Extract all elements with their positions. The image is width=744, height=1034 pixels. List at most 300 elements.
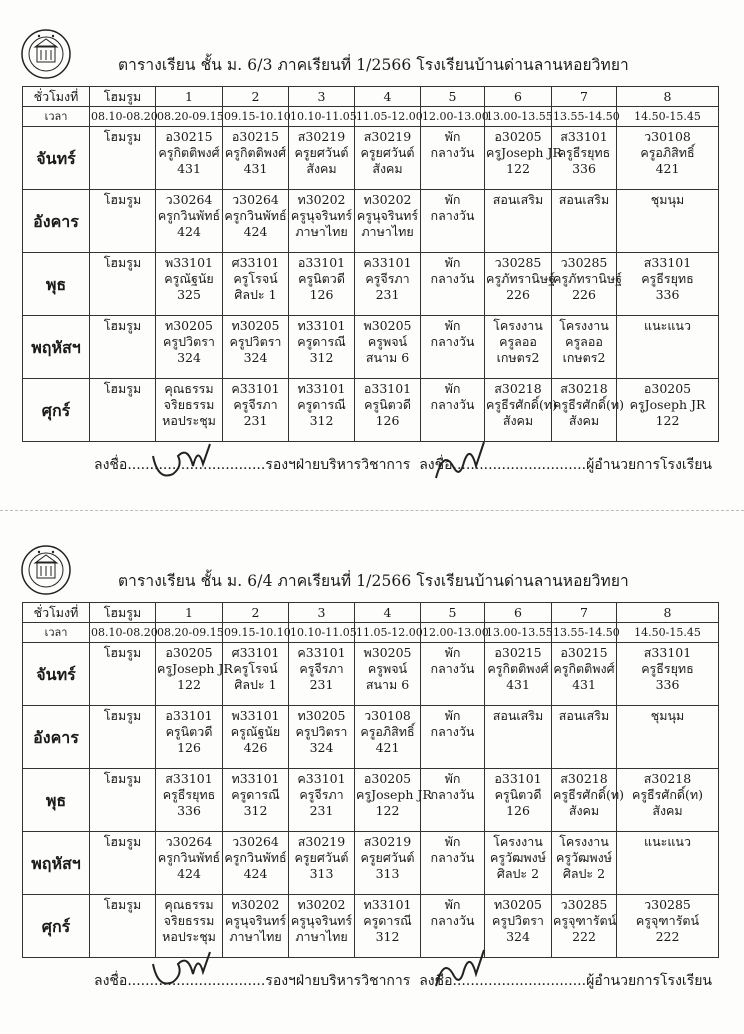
cell-line: ครูยศวันต์ — [294, 145, 349, 160]
period-cell — [485, 643, 552, 706]
cell-line: ส30219 — [363, 129, 412, 144]
period-cell — [223, 316, 289, 379]
cell-line: อ30205 — [643, 381, 692, 396]
cell-line: สนาม 6 — [365, 350, 410, 365]
period-cell — [617, 316, 719, 379]
period-cell — [156, 253, 223, 316]
period-cell — [90, 706, 156, 769]
cell-line: ครูธีรยุทธ — [641, 661, 694, 676]
cell-line: ว30108 — [644, 129, 691, 144]
header-cell: 1 — [156, 87, 223, 107]
cell-line: อ33101 — [494, 771, 542, 786]
cell-line: ครูปวิตรา — [492, 913, 544, 928]
cell-line: 325 — [177, 287, 201, 302]
time-row — [23, 623, 719, 643]
period-cell — [355, 190, 421, 253]
cell-line: สังคม — [568, 803, 600, 818]
period-cell — [355, 127, 421, 190]
cell-line: 336 — [655, 287, 680, 302]
cell-line: อ30215 — [231, 129, 280, 144]
cell-line: โฮมรูม — [103, 318, 142, 333]
cell-line: 426 — [243, 740, 268, 755]
cell-line: โฮมรูม — [103, 708, 142, 723]
time-cell: 10.10-11.05 — [289, 107, 355, 127]
cell-line: ค33101 — [297, 645, 346, 660]
cell-line: ว30285 — [560, 897, 608, 912]
cell-line: ศิลปะ 2 — [562, 866, 606, 881]
time-cell: 09.15-10.10 — [223, 107, 289, 127]
period-cell — [90, 832, 156, 895]
cell-line: อ30215 — [494, 645, 542, 660]
cell-line: กลางวัน — [430, 271, 475, 286]
cell-line: ส30219 — [363, 834, 412, 849]
cell-line: ครูภัทรานิษฐ์ — [486, 271, 555, 286]
period-cell — [485, 316, 552, 379]
time-cell: 12.00-13.00 — [421, 623, 485, 643]
cell-line: ครูนุจรินทร์ — [290, 913, 353, 928]
cell-line: ส30219 — [297, 129, 346, 144]
cell-line: ครูภัทรานิษฐ์ — [553, 271, 622, 286]
cell-line: ครูJoseph JR — [486, 145, 562, 160]
period-cell — [223, 769, 289, 832]
cell-line: 231 — [375, 287, 400, 302]
cell-line: 336 — [572, 161, 596, 176]
cell-line: ครูณัฐนัย — [164, 271, 214, 286]
cell-line: เกษตร2 — [496, 350, 540, 365]
header-cell: 3 — [289, 603, 355, 623]
period-cell — [156, 379, 223, 442]
cell-line: ครูกวินพัทธ์ — [224, 208, 287, 223]
period-cell — [289, 706, 355, 769]
cell-line: ครูธีรศักดิ์(ท) — [631, 787, 704, 802]
schedule-title: ตารางเรียน ชั้น ม. 6/3 ภาคเรียนที่ 1/2566 โรงเรียนบ้านด่านลานหอยวิทยา — [118, 56, 629, 74]
period-cell — [289, 379, 355, 442]
time-cell: 14.50-15.45 — [617, 107, 719, 127]
day-row — [23, 190, 719, 253]
time-cell: 10.10-11.05 — [289, 623, 355, 643]
cell-line: ว30108 — [364, 708, 411, 723]
cell-line: 126 — [177, 740, 201, 755]
time-cell: 13.00-13.55 — [485, 107, 552, 127]
period-cell — [617, 706, 719, 769]
period-cell — [90, 316, 156, 379]
cell-line: สนาม 6 — [365, 677, 410, 692]
header-cell: โฮมรูม — [90, 603, 156, 623]
cell-line: 336 — [177, 803, 201, 818]
cell-line: อ33101 — [297, 255, 346, 270]
cell-line: 324 — [309, 740, 334, 755]
cell-line: ครูนิตวดี — [364, 397, 411, 412]
day-row — [23, 643, 719, 706]
time-cell: 08.10-08.20 — [90, 623, 156, 643]
period-cell — [485, 895, 552, 958]
signature-line: ลงชื่อ...............................รองฯฝ่ายบริหารวิชาการ ลงชื่อ..............................ผู้อำนวยการโรงเรียน — [94, 457, 712, 473]
cell-line: 431 — [506, 677, 530, 692]
header-row — [23, 603, 719, 623]
cell-line: อ30205 — [494, 129, 542, 144]
cell-line: ครูธีรศักดิ์(ท) — [486, 397, 558, 412]
cell-line: กลางวัน — [430, 850, 475, 865]
cell-line: พัก — [444, 255, 461, 270]
period-cell — [355, 316, 421, 379]
day-row — [23, 379, 719, 442]
period-cell — [485, 127, 562, 190]
cell-line: โฮมรูม — [103, 381, 142, 396]
day-label: จันทร์ — [23, 127, 90, 190]
period-cell — [421, 643, 485, 706]
cell-line: ครูปวิตรา — [163, 334, 215, 349]
cell-line: ครูโรจน์ — [233, 271, 278, 286]
cell-line: 313 — [375, 866, 400, 881]
period-cell — [552, 769, 625, 832]
period-cell — [485, 190, 552, 253]
period-cell — [552, 190, 617, 253]
header-row — [23, 87, 719, 107]
period-cell — [90, 379, 156, 442]
cell-line: ครูยศวันต์ — [360, 850, 415, 865]
cell-line: ศิลปะ 1 — [234, 677, 277, 692]
period-cell — [617, 832, 719, 895]
page-divider — [0, 510, 744, 511]
cell-line: ภาษาไทย — [229, 929, 282, 944]
cell-line: พัก — [444, 708, 461, 723]
period-cell — [485, 379, 558, 442]
time-cell: 12.00-13.00 — [421, 107, 485, 127]
cell-line: 313 — [309, 866, 334, 881]
cell-line: ท30205 — [297, 708, 346, 723]
cell-line: ท30202 — [297, 192, 346, 207]
cell-line: ครูดารณี — [297, 334, 346, 349]
cell-line: อ33101 — [165, 708, 213, 723]
day-label: จันทร์ — [23, 643, 90, 706]
cell-line: สอนเสริม — [492, 192, 544, 207]
cell-line: สังคม — [652, 803, 683, 818]
period-cell — [156, 316, 223, 379]
time-cell: 08.20-09.15 — [156, 107, 223, 127]
cell-line: สังคม — [502, 413, 534, 428]
cell-line: ภาษาไทย — [295, 224, 348, 239]
cell-line: ส33101 — [560, 129, 608, 144]
header-cell: ชั่วโมงที่ — [23, 87, 90, 107]
header-cell: 2 — [223, 603, 289, 623]
day-row — [23, 253, 719, 316]
period-cell — [156, 643, 233, 706]
cell-line: โฮมรูม — [103, 192, 142, 207]
cell-line: ท33101 — [297, 318, 346, 333]
cell-line: ว30264 — [165, 192, 213, 207]
cell-line: โครงงาน — [493, 318, 543, 333]
schedule-sheet-1 — [0, 18, 744, 518]
cell-line: ครูปวิตรา — [229, 334, 282, 349]
period-cell — [223, 895, 289, 958]
cell-line: 226 — [572, 287, 596, 302]
cell-line: หอประชุม — [162, 929, 216, 944]
cell-line: ครูจีรภา — [233, 397, 278, 412]
header-cell: 7 — [552, 603, 617, 623]
cell-line: โครงงาน — [559, 834, 609, 849]
cell-line: สังคม — [306, 161, 337, 176]
time-cell: เวลา — [23, 107, 90, 127]
cell-line: ว30285 — [494, 255, 542, 270]
cell-line: ครูณัฐนัย — [230, 724, 281, 739]
time-cell: 08.10-08.20 — [90, 107, 156, 127]
time-cell: เวลา — [23, 623, 90, 643]
cell-line: 231 — [243, 413, 268, 428]
day-label: อังคาร — [23, 706, 90, 769]
timetable — [22, 602, 719, 958]
day-label: ศุกร์ — [23, 379, 90, 442]
cell-line: 312 — [309, 413, 334, 428]
header-cell: 4 — [355, 603, 421, 623]
cell-line: ส30218 — [560, 771, 608, 786]
period-cell — [552, 643, 617, 706]
cell-line: ครูนิตวดี — [494, 787, 542, 802]
cell-line: กลางวัน — [430, 397, 475, 412]
period-cell — [552, 895, 617, 958]
period-cell — [617, 379, 719, 442]
cell-line: ครูนุจรินทร์ — [290, 208, 353, 223]
cell-line: โฮมรูม — [103, 255, 142, 270]
header-cell: 6 — [485, 87, 552, 107]
cell-line: ครูธีรศักดิ์(ท) — [553, 787, 625, 802]
period-cell — [223, 832, 289, 895]
cell-line: 226 — [506, 287, 530, 302]
cell-line: 312 — [243, 803, 268, 818]
cell-line: 431 — [243, 161, 268, 176]
cell-line: ครูอภิสิทธิ์ — [360, 724, 415, 739]
cell-line: 312 — [309, 350, 334, 365]
period-cell — [355, 253, 421, 316]
period-cell — [289, 127, 355, 190]
cell-line: ครูยศวันต์ — [294, 850, 349, 865]
cell-line: ส33101 — [165, 771, 213, 786]
cell-line: ครูธีรศักดิ์(ท) — [553, 397, 625, 412]
cell-line: อ33101 — [363, 381, 412, 396]
cell-line: ครูJoseph JR — [157, 661, 233, 676]
day-row — [23, 316, 719, 379]
period-cell — [552, 127, 617, 190]
time-cell: 13.00-13.55 — [485, 623, 552, 643]
cell-line: แนะแนว — [644, 318, 691, 333]
cell-line: ครูกิตติพงศ์ — [487, 661, 549, 676]
period-cell — [90, 253, 156, 316]
header-cell: 7 — [552, 87, 617, 107]
cell-line: ครูกวินพัทธ์ — [157, 208, 221, 223]
day-label: พุธ — [23, 253, 90, 316]
period-cell — [156, 127, 223, 190]
cell-line: กลางวัน — [430, 661, 475, 676]
cell-line: พัก — [444, 192, 461, 207]
period-cell — [289, 190, 355, 253]
cell-line: พัก — [444, 897, 461, 912]
period-cell — [552, 706, 617, 769]
header-cell: โฮมรูม — [90, 87, 156, 107]
cell-line: หอประชุม — [162, 413, 216, 428]
cell-line: ศิลปะ 2 — [496, 866, 540, 881]
schedule-title: ตารางเรียน ชั้น ม. 6/4 ภาคเรียนที่ 1/2566 โรงเรียนบ้านด่านลานหอยวิทยา — [118, 572, 629, 590]
period-cell — [156, 832, 223, 895]
header-cell: 2 — [223, 87, 289, 107]
cell-line: ครูยศวันต์ — [360, 145, 415, 160]
cell-line: ศ33101 — [231, 645, 280, 660]
cell-line: ท33101 — [231, 771, 280, 786]
cell-line: ครูธีรยุทธ — [641, 271, 694, 286]
cell-line: โฮมรูม — [103, 897, 142, 912]
cell-line: ชุมนุม — [650, 192, 685, 207]
cell-line: ว30264 — [165, 834, 213, 849]
period-cell — [421, 316, 485, 379]
cell-line: โฮมรูม — [103, 771, 142, 786]
cell-line: ครูจีรภา — [299, 787, 344, 802]
cell-line: ครูนิตวดี — [165, 724, 213, 739]
cell-line: 222 — [572, 929, 596, 944]
period-cell — [552, 379, 625, 442]
period-cell — [355, 643, 421, 706]
period-cell — [421, 253, 485, 316]
cell-line: ครูดารณี — [363, 913, 412, 928]
schedule-sheet-2 — [0, 534, 744, 1034]
period-cell — [289, 643, 355, 706]
time-cell: 09.15-10.10 — [223, 623, 289, 643]
period-cell — [355, 379, 421, 442]
cell-line: อ30205 — [165, 645, 213, 660]
cell-line: กลางวัน — [430, 724, 475, 739]
period-cell — [223, 706, 289, 769]
cell-line: 231 — [309, 677, 334, 692]
day-row — [23, 127, 719, 190]
cell-line: ว30264 — [232, 834, 279, 849]
cell-line: กลางวัน — [430, 208, 475, 223]
time-cell: 13.55-14.50 — [552, 623, 617, 643]
cell-line: 324 — [506, 929, 530, 944]
cell-line: ครูจุฑารัตน์ — [553, 913, 617, 928]
cell-line: โฮมรูม — [103, 834, 142, 849]
cell-line: 424 — [243, 224, 268, 239]
cell-line: ว30285 — [560, 255, 608, 270]
cell-line: ครูกวินพัทธ์ — [224, 850, 287, 865]
cell-line: ครูดารณี — [297, 397, 346, 412]
cell-line: กลางวัน — [430, 145, 475, 160]
header-cell: 5 — [421, 87, 485, 107]
period-cell — [223, 253, 289, 316]
cell-line: สอนเสริม — [558, 708, 610, 723]
cell-line: 126 — [309, 287, 334, 302]
cell-line: ครูกวินพัทธ์ — [157, 850, 221, 865]
cell-line: กลางวัน — [430, 913, 475, 928]
cell-line: โครงงาน — [493, 834, 543, 849]
cell-line: ครูJoseph JR — [629, 397, 706, 412]
cell-line: ครูลออ — [499, 334, 537, 349]
cell-line: ครูนิตวดี — [298, 271, 345, 286]
cell-line: ครูกิตติพงศ์ — [224, 145, 287, 160]
period-cell — [421, 379, 485, 442]
period-cell — [90, 895, 156, 958]
period-cell — [421, 832, 485, 895]
cell-line: สอนเสริม — [492, 708, 544, 723]
cell-line: โฮมรูม — [103, 129, 142, 144]
cell-line: 122 — [655, 413, 680, 428]
period-cell — [617, 643, 719, 706]
cell-line: ว30285 — [644, 897, 691, 912]
day-row — [23, 769, 719, 832]
cell-line: ท30205 — [493, 897, 542, 912]
period-cell — [617, 127, 719, 190]
period-cell — [90, 643, 156, 706]
period-cell — [485, 253, 555, 316]
cell-line: 421 — [375, 740, 400, 755]
time-cell: 13.55-14.50 — [552, 107, 617, 127]
cell-line: ครูกิตติพงศ์ — [553, 661, 615, 676]
cell-line: ครูJoseph JR — [356, 787, 432, 802]
day-label: พฤหัสฯ — [23, 832, 90, 895]
period-cell — [552, 316, 617, 379]
period-cell — [421, 769, 485, 832]
cell-line: ครูพจน์ — [367, 334, 408, 349]
cell-line: โครงงาน — [559, 318, 609, 333]
day-label: พฤหัสฯ — [23, 316, 90, 379]
time-cell: 11.05-12.00 — [355, 623, 421, 643]
period-cell — [355, 895, 421, 958]
cell-line: แนะแนว — [644, 834, 691, 849]
cell-line: 324 — [177, 350, 201, 365]
cell-line: 431 — [572, 677, 596, 692]
day-label: พุธ — [23, 769, 90, 832]
period-cell — [485, 832, 552, 895]
cell-line: 122 — [375, 803, 400, 818]
period-cell — [223, 127, 289, 190]
school-seal-icon — [20, 544, 72, 596]
cell-line: กลางวัน — [430, 334, 475, 349]
cell-line: พัก — [444, 771, 461, 786]
header-cell: 5 — [421, 603, 485, 623]
period-cell — [421, 190, 485, 253]
cell-line: ครูกิตติพงศ์ — [158, 145, 220, 160]
cell-line: จริยธรรม — [163, 913, 215, 928]
time-cell: 08.20-09.15 — [156, 623, 223, 643]
cell-line: ครูวัฒพงษ์ — [490, 850, 546, 865]
cell-line: สังคม — [568, 413, 600, 428]
cell-line: ศ33101 — [231, 255, 280, 270]
period-cell — [552, 253, 622, 316]
cell-line: ครูลออ — [565, 334, 603, 349]
cell-line: ว30264 — [232, 192, 279, 207]
cell-line: 336 — [655, 677, 680, 692]
cell-line: 231 — [309, 803, 334, 818]
period-cell — [156, 895, 223, 958]
period-cell — [552, 832, 617, 895]
cell-line: ค33101 — [231, 381, 280, 396]
cell-line: ค33101 — [363, 255, 412, 270]
cell-line: ท30205 — [164, 318, 213, 333]
header-cell: 8 — [617, 87, 719, 107]
header-cell: 1 — [156, 603, 223, 623]
cell-line: ครูนุจรินทร์ — [356, 208, 419, 223]
cell-line: ส30218 — [560, 381, 608, 396]
cell-line: 122 — [177, 677, 201, 692]
period-cell — [617, 253, 719, 316]
cell-line: ท33101 — [297, 381, 346, 396]
period-cell — [617, 190, 719, 253]
cell-line: ส30219 — [297, 834, 346, 849]
cell-line: ท30205 — [231, 318, 280, 333]
cell-line: 126 — [506, 803, 530, 818]
cell-line: ครูวัฒพงษ์ — [556, 850, 612, 865]
period-cell — [485, 769, 552, 832]
timetable — [22, 86, 719, 442]
cell-line: ท30202 — [231, 897, 280, 912]
period-cell — [355, 706, 421, 769]
cell-line: ค33101 — [297, 771, 346, 786]
